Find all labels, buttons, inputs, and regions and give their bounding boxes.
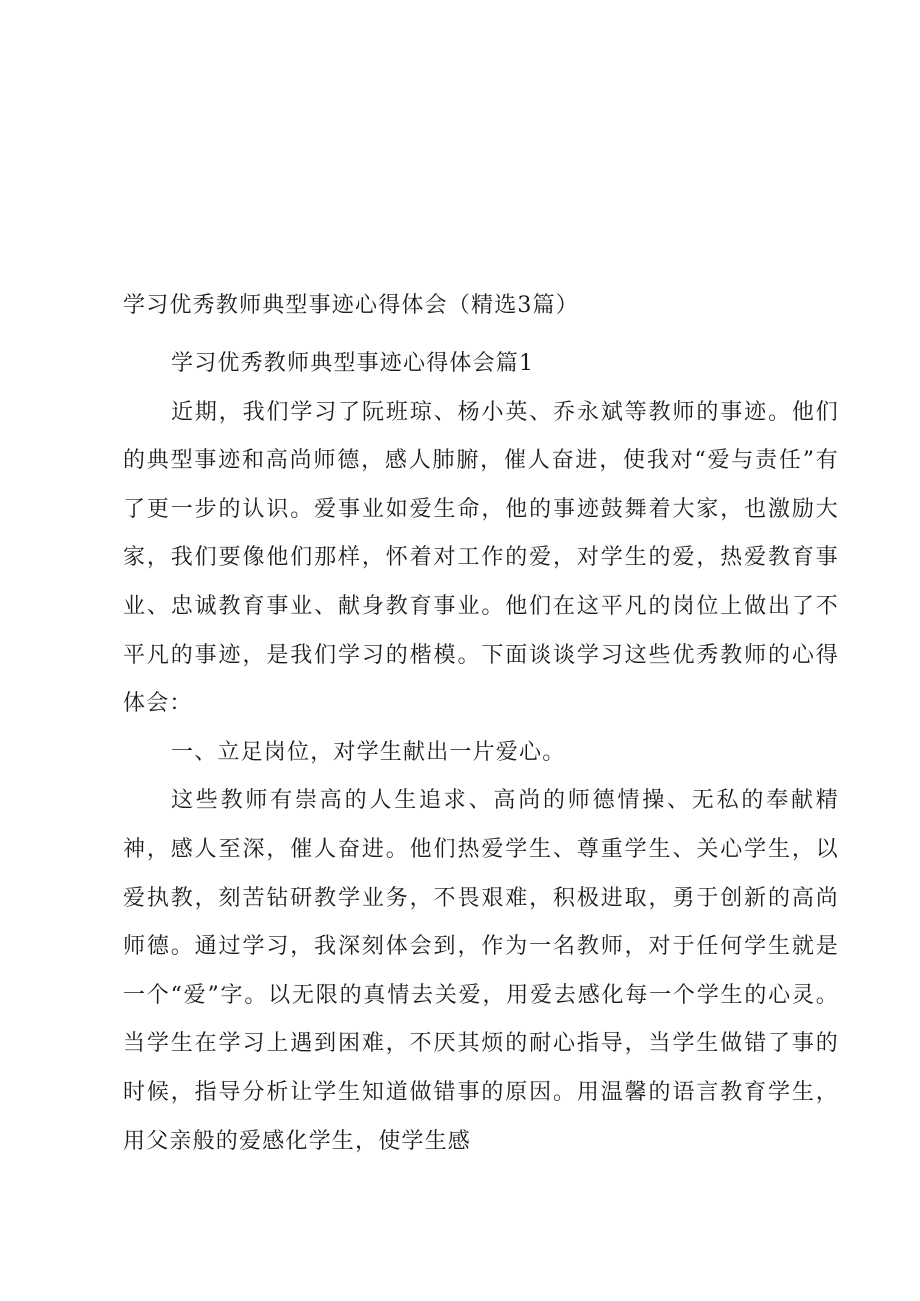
document-title: 学习优秀教师典型事迹心得体会（精选3篇） — [123, 293, 579, 318]
body-paragraph-detail: 这些教师有崇高的人生追求、高尚的师德情操、无私的奉献精神，感人至深，催人奋进。他们热爱学生、尊重学生、关心学生，以爱执教，刻苦钻研教学业务，不畏艰难，积极进取，勇于创新的高尚师德。通过学习，我深刻体会到，作为一名教师，对于任何学生就是一个“爱”字。以无限的真情去关爱，用爱去感化每一个学生的心灵。当学生在学习上遇到困难，不厌其烦的耐心指导，当学生做错了事的时候，指导分析让学生知道做错事的原因。用温馨的语言教育学生，用父亲般的爱感化学生，使学生感 — [123, 788, 839, 1154]
body-paragraph-intro: 近期，我们学习了阮班琼、杨小英、乔永斌等教师的事迹。他们的典型事迹和高尚师德，感人肺腑，催人奋进，使我对“爱与责任”有了更一步的认识。爱事业如爱生命，他的事迹鼓舞着大家，也激励大家，我们要像他们那样，怀着对工作的爱，对学生的爱，热爱教育事业、忠诚教育事业、献身教育事业。他们在这平凡的岗位上做出了不平凡的事迹，是我们学习的楷模。下面谈谈学习这些优秀教师的心得体会： — [123, 399, 839, 717]
section-heading: 学习优秀教师典型事迹心得体会篇1 — [171, 351, 535, 376]
subsection-heading: 一、立足岗位，对学生献出一片爱心。 — [171, 739, 566, 765]
document-body — [123, 340, 839, 1166]
